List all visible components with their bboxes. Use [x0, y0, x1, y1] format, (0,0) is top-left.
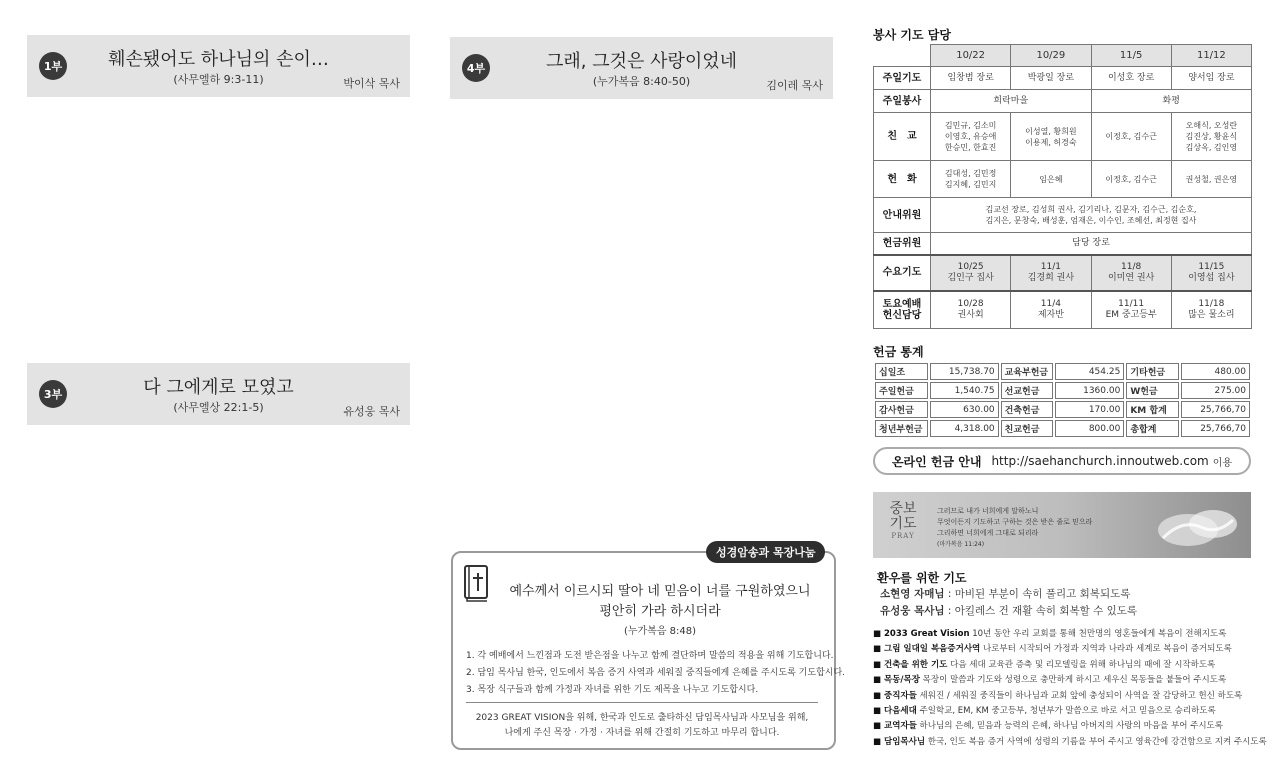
- sermon-title: 다 그에게로 모였고: [143, 377, 294, 398]
- offering-label: 기타헌금: [1126, 363, 1179, 380]
- cell-name: 이미연 권사: [1107, 272, 1155, 283]
- prayer-head-text: 담임목사님: [884, 736, 926, 747]
- sermon-title: 그래, 그것은 사랑이었네: [545, 51, 738, 72]
- prayer-head: ■ 중직자들: [873, 690, 917, 701]
- list-item: [873, 719, 1273, 734]
- table-cell: [1091, 161, 1171, 198]
- table-row: [874, 198, 1252, 233]
- offering-value: 25,766,70: [1181, 401, 1250, 418]
- date-header: 11/12: [1171, 45, 1251, 67]
- row-label-line: 헌신담당: [882, 309, 922, 321]
- service-badge: 4부: [462, 54, 490, 82]
- cell-line: 김지혜, 김민지: [944, 180, 997, 189]
- memory-verse-line: 평안히 가라 하시더라: [599, 604, 721, 619]
- list-item: [880, 603, 1137, 620]
- cell-line: 이정호, 김수근: [1105, 132, 1157, 141]
- table-cell: [1091, 291, 1171, 329]
- table-cell: [1091, 113, 1171, 161]
- cell-line: 김교선 장로, 김성희 권사, 김기리나, 김문자, 김수근, 김순호,: [985, 205, 1197, 214]
- sermon-pastor: 유성웅 목사: [343, 405, 400, 418]
- cell-line: 김대성, 김민정: [944, 169, 997, 178]
- table-row: [875, 382, 1250, 399]
- offering-label: 총합계: [1126, 420, 1179, 437]
- table-row: [874, 255, 1252, 291]
- prayer-text: 나로부터 시작되어 가정과 지역과 나라과 세계로 복음이 증거되도록: [980, 644, 1232, 655]
- sick-prayer-list: [880, 586, 1137, 620]
- logo-line: 기도: [889, 516, 917, 532]
- cell-line: 이용제, 허경숙: [1025, 137, 1077, 147]
- offering-section-title: 헌금 통계: [873, 345, 924, 359]
- prayer-head: ■ 2033 Great Vision: [873, 629, 970, 639]
- bible-icon: [463, 564, 491, 602]
- table-cell: [1171, 291, 1251, 329]
- prayer-head-text: 건축을 위한 기도: [884, 659, 948, 670]
- row-label: 주일기도: [874, 67, 931, 90]
- service-badge: 1부: [39, 52, 67, 80]
- intercession-banner: [873, 492, 1251, 558]
- prayer-head-text: 교역자들: [884, 721, 917, 732]
- prayer-head: ■ 건축을 위한 기도: [873, 659, 948, 670]
- patient-name: 유성웅 목사님: [880, 605, 945, 617]
- sermon-4-header: [450, 37, 833, 99]
- patient-request: : 마비된 부분이 속히 풀리고 회복되도록: [944, 588, 1131, 600]
- cell-date: 10/28: [957, 298, 984, 309]
- cell-name: 이영섭 집사: [1188, 272, 1235, 283]
- memory-verse-line: 예수께서 이르시되 딸아 네 믿음이 너를 구원하였으니: [509, 584, 811, 599]
- table-cell: [1171, 255, 1251, 291]
- list-item: [880, 586, 1137, 603]
- row-label: 친 교: [874, 113, 931, 161]
- sharing-questions: [466, 648, 846, 699]
- offering-label: 선교헌금: [1001, 382, 1054, 399]
- table-cell: [1011, 291, 1091, 329]
- online-offering-label: 온라인 헌금 안내: [891, 454, 982, 469]
- offering-label: 감사헌금: [875, 401, 928, 418]
- cell-name: 권사회: [957, 309, 984, 320]
- cell-line: 김민규, 김소미: [944, 121, 997, 130]
- offering-label: 교육부헌금: [1001, 363, 1054, 380]
- intercession-quote: [937, 506, 1092, 550]
- offering-value: 480.00: [1181, 363, 1250, 380]
- prayer-text: 세워진 / 세워질 중직들이 하나님과 교회 앞에 충성되이 사역을 잘 감당하고 헌신 하도록: [916, 690, 1243, 701]
- offering-value: 1360.00: [1055, 382, 1124, 399]
- divider: [466, 702, 818, 703]
- sharing-question: 2. 담임 목사님 한국, 인도에서 복음 증거 사역과 세워질 중직들에게 은혜를 주시도록 기도합시다.: [466, 668, 846, 678]
- table-cell: 양서임 장로: [1171, 67, 1251, 90]
- table-cell: [931, 198, 1252, 233]
- online-offering-banner: [873, 447, 1251, 475]
- cell-date: 11/8: [1121, 261, 1142, 272]
- sharing-question: 3. 목장 식구들과 함께 가정과 자녀를 위한 기도 제목을 나누고 기도합시다.: [466, 685, 759, 695]
- cell-name: 김경희 권사: [1027, 272, 1075, 283]
- row-label: [874, 291, 931, 329]
- cell-name: EM 중고등부: [1105, 309, 1157, 320]
- cell-line: 권성철, 권은영: [1185, 174, 1238, 184]
- quote-reference: (마가복음 11:24): [937, 541, 985, 548]
- table-row: [875, 363, 1250, 380]
- quote-line: 무엇이든지 기도하고 구하는 것은 받은 줄로 믿으라: [937, 518, 1093, 526]
- praying-hands-icon: [1143, 498, 1243, 552]
- table-cell: [1011, 161, 1091, 198]
- cell-name: 많은 물소리: [1188, 309, 1235, 320]
- sermon-reference: (사무엘상 22:1-5): [173, 401, 264, 414]
- offering-value: 15,738.70: [930, 363, 999, 380]
- table-cell: [931, 161, 1011, 198]
- cell-date: 11/11: [1118, 298, 1145, 309]
- prayer-head-text: 다음세대: [884, 706, 917, 717]
- offering-table: [873, 361, 1252, 439]
- list-item: [873, 658, 1273, 673]
- table-cell: 임창범 장로: [931, 67, 1011, 90]
- offering-value: 25,766,70: [1181, 420, 1250, 437]
- sermon-1-header: [27, 35, 410, 97]
- offering-value: 454.25: [1055, 363, 1124, 380]
- sermon-title: 훼손됐어도 하나님의 손이…: [108, 49, 329, 70]
- memory-verse-reference: (누가복음 8:48): [623, 626, 697, 637]
- closing-line: 2023 GREAT VISION을 위해, 한국과 인도로 출타하신 담임목사님과 사모님을 위해,: [475, 713, 809, 723]
- cell-date: 11/1: [1040, 261, 1061, 272]
- table-cell: 희락마을: [931, 90, 1092, 113]
- offering-value: 800.00: [1055, 420, 1124, 437]
- offering-value: 170.00: [1055, 401, 1124, 418]
- prayer-text: 한국, 인도 복음 증거 사역에 성령의 기름을 부어 주시고 영육간에 강건함으로 지켜 주시도록: [925, 736, 1267, 747]
- table-cell: 박광일 장로: [1011, 67, 1091, 90]
- patient-request: : 아킬레스 건 재활 속히 회복할 수 있도록: [944, 605, 1138, 617]
- cell-name: 제자반: [1037, 309, 1064, 320]
- sermon-pastor: 김이레 목사: [766, 79, 823, 92]
- table-row: [875, 401, 1250, 418]
- verse-section-tag: 성경암송과 목장나눔: [706, 541, 825, 563]
- table-cell: [1091, 255, 1171, 291]
- prayer-head-text: 중직자들: [884, 690, 917, 701]
- prayer-head: ■ 다음세대: [873, 706, 917, 717]
- sermon-reference: (누가복음 8:40-50): [592, 75, 691, 88]
- offering-label: 주일헌금: [875, 382, 928, 399]
- prayer-head-text: 2033 Great Vision: [884, 629, 970, 639]
- table-row: [874, 45, 1252, 67]
- table-row: [874, 291, 1252, 329]
- prayer-text: 하나님의 은혜, 믿음과 능력의 은혜, 하나님 아버지의 사랑의 마음을 부어 주시도록: [916, 721, 1223, 732]
- list-item: [873, 673, 1273, 688]
- table-cell: [1011, 255, 1091, 291]
- sick-prayer-title: 환우를 위한 기도: [877, 571, 967, 585]
- table-cell: 화평: [1091, 90, 1252, 113]
- logo-line: 중보: [889, 501, 917, 517]
- cell-line: 한승민, 한효진: [944, 143, 997, 152]
- date-header: 10/29: [1011, 45, 1091, 67]
- list-item: [873, 627, 1273, 642]
- list-item: [873, 642, 1273, 657]
- cell-line: 김지은, 문창숙, 배성훈, 엄재은, 이수인, 조혜선, 최정현 집사: [985, 216, 1197, 225]
- cell-line: 이성열, 황희원: [1025, 126, 1077, 136]
- cell-date: 10/25: [957, 261, 984, 272]
- prayer-head-text: 그림 일대일 복음증거사역: [884, 644, 981, 655]
- offering-label: 십일조: [875, 363, 928, 380]
- service-badge: 3부: [39, 380, 67, 408]
- prayer-head: ■ 담임목사님: [873, 736, 926, 747]
- closing-line: 나에게 주신 목장 · 가정 · 자녀를 위해 간절히 기도하고 마무리 합니다.: [504, 728, 780, 738]
- table-cell: [1171, 161, 1251, 198]
- row-label: 헌금위원: [874, 233, 931, 255]
- table-cell: [931, 255, 1011, 291]
- duty-table: [873, 44, 1252, 329]
- table-row: [875, 420, 1250, 437]
- table-row: [874, 67, 1252, 90]
- cell-line: 임은혜: [1039, 174, 1063, 184]
- cell-line: 이정호, 김수근: [1105, 174, 1157, 184]
- patient-name: 소현영 자매님: [880, 588, 945, 600]
- prayer-head: ■ 그림 일대일 복음증거사역: [873, 644, 981, 655]
- sharing-question: 1. 각 예배에서 느낀점과 도전 받은점을 나누고 함께 결단하며 말씀의 적용을 위해 기도합니다.: [466, 651, 834, 661]
- list-item: [873, 689, 1273, 704]
- quote-line: 그리하면 너희에게 그대로 되리라: [937, 529, 1039, 537]
- offering-label: 청년부헌금: [875, 420, 928, 437]
- cell-line: 오해식, 오성란: [1185, 121, 1238, 130]
- offering-label: KM 합계: [1126, 401, 1179, 418]
- offering-value: 1,540.75: [930, 382, 999, 399]
- prayer-head: ■ 교역자들: [873, 721, 917, 732]
- prayer-text: 목장이 말씀과 기도와 성령으로 충만하게 하시고 세우신 목동들을 붙들어 주시도록: [919, 675, 1227, 686]
- duty-section-title: 봉사 기도 담당: [873, 28, 951, 42]
- offering-value: 630.00: [930, 401, 999, 418]
- table-row: [874, 233, 1252, 255]
- prayer-text: 다음 세대 교육관 증축 및 리모델링을 위해 하나님의 때에 잘 시작하도록: [947, 659, 1216, 670]
- prayer-text: 주일학교, EM, KM 중고등부, 청년부가 말씀으로 바로 서고 믿음으로 승리하도록: [916, 706, 1216, 717]
- cell-date: 11/18: [1198, 298, 1225, 309]
- offering-value: 275.00: [1181, 382, 1250, 399]
- quote-line: 그러므로 내가 너희에게 말하노니: [937, 507, 1039, 515]
- sermon-reference: (사무엘하 9:3-11): [173, 73, 264, 86]
- logo-en: PRAY: [891, 532, 915, 540]
- table-row: [874, 161, 1252, 198]
- offering-value: 4,318.00: [930, 420, 999, 437]
- table-cell: [931, 113, 1011, 161]
- row-label: 안내위원: [874, 198, 931, 233]
- cell-date: 11/15: [1198, 261, 1225, 272]
- list-item: [873, 735, 1273, 750]
- online-offering-suffix: 이용: [1212, 457, 1233, 469]
- prayer-head-text: 목동/목장: [884, 675, 920, 686]
- cell-date: 11/4: [1040, 298, 1061, 309]
- offering-label: 건축헌금: [1001, 401, 1054, 418]
- date-header: 10/22: [931, 45, 1011, 67]
- memory-verse: [500, 582, 820, 622]
- row-label-line: 토요예배: [882, 298, 922, 310]
- table-cell: 담당 장로: [931, 233, 1252, 255]
- table-cell: [1011, 113, 1091, 161]
- sermon-pastor: 박이삭 목사: [343, 77, 400, 90]
- prayer-topics: [873, 627, 1273, 750]
- row-label: 주일봉사: [874, 90, 931, 113]
- row-label: 수요기도: [874, 255, 931, 291]
- table-cell: [931, 291, 1011, 329]
- prayer-text: 10년 동안 우리 교회를 통해 천만명의 영혼들에게 복음이 전해지도록: [969, 629, 1227, 639]
- offering-label: 친교헌금: [1001, 420, 1054, 437]
- online-offering-url[interactable]: http://saehanchurch.innoutweb.com: [991, 454, 1209, 468]
- table-cell: [1171, 113, 1251, 161]
- sermon-3-header: [27, 363, 410, 425]
- table-corner: [874, 45, 931, 67]
- date-header: 11/5: [1091, 45, 1171, 67]
- prayer-head: ■ 목동/목장: [873, 675, 920, 686]
- intercession-logo: [883, 502, 923, 540]
- table-row: [874, 113, 1252, 161]
- table-cell: 이성호 장로: [1091, 67, 1171, 90]
- cell-line: 김상옥, 김인영: [1185, 143, 1238, 152]
- closing-prayer: [466, 711, 818, 741]
- row-label: 헌 화: [874, 161, 931, 198]
- cell-name: 김인구 집사: [947, 272, 994, 283]
- offering-label: W헌금: [1126, 382, 1179, 399]
- cell-line: 이영호, 유승애: [944, 132, 997, 141]
- table-row: [874, 90, 1252, 113]
- list-item: [873, 704, 1273, 719]
- cell-line: 김진상, 황윤식: [1185, 132, 1238, 141]
